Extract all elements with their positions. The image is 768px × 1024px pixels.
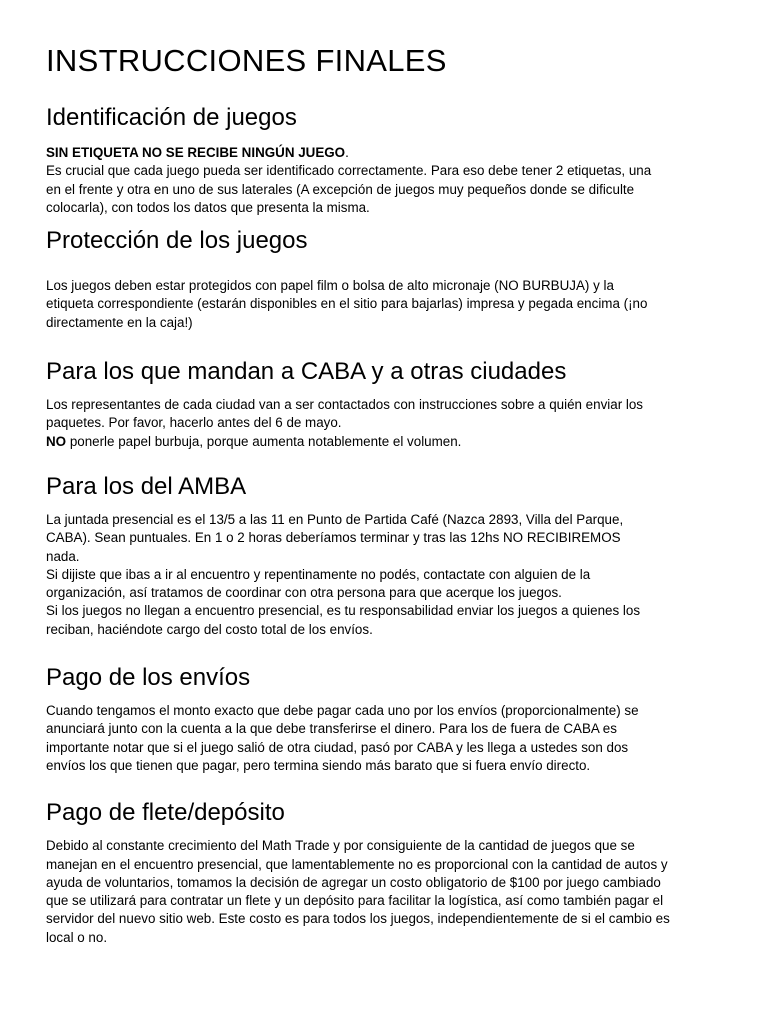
- paragraph-proteccion: [46, 277, 728, 332]
- text-line: en el frente y otra en uno de sus laterales (A excepción de juegos muy pequeños donde se dificulte: [46, 181, 635, 197]
- section-heading-flete: Pago de flete/depósito: [46, 799, 285, 827]
- text-line: directamente en la caja!): [46, 314, 193, 330]
- paragraph-amba: [46, 511, 728, 639]
- text-line: reciban, haciéndote cargo del costo total de los envíos.: [46, 621, 373, 637]
- text-line: organización, así tratamos de coordinar con otra persona para que acerque los juegos.: [46, 585, 562, 601]
- text-line: [46, 144, 728, 162]
- section-heading-caba: Para los que mandan a CABA y a otras ciudades: [46, 358, 567, 386]
- text-line: manejan en el encuentro presencial, que lamentablemente no es proporcional con la cantidad de autos y: [46, 856, 668, 872]
- text-line: Los juegos deben estar protegidos con papel film o bolsa de alto micronaje (NO BURBUJA) y la: [46, 278, 614, 294]
- section-identificacion: [46, 102, 728, 217]
- text-line: Cuando tengamos el monto exacto que debe pagar cada uno por los envíos (proporcionalmente) se: [46, 703, 639, 719]
- text-line: Debido al constante crecimiento del Math Trade y por consiguiente de la cantidad de juegos que se: [46, 838, 635, 854]
- text-line: etiqueta correspondiente (estarán disponibles en el sitio para bajarlas) impresa y pegada encima (¡no: [46, 296, 648, 312]
- text-line: Los representantes de cada ciudad van a ser contactados con instrucciones sobre a quién enviar los: [46, 397, 643, 413]
- text-line: colocarla), con todos los datos que presenta la misma.: [46, 199, 370, 215]
- bold-warning: SIN ETIQUETA NO SE RECIBE NINGÚN JUEGO: [46, 145, 346, 160]
- text-line: Es crucial que cada juego pueda ser identificado correctamente. Para eso debe tener 2 etiquetas, una: [46, 163, 652, 179]
- text-line: importante notar que si el juego salió de otra ciudad, pasó por CABA y les llega a ustedes son dos: [46, 739, 629, 755]
- text-fragment: .: [345, 145, 349, 160]
- paragraph-envios: [46, 702, 728, 775]
- text-line: paquetes. Por favor, hacerlo antes del 6 de mayo.: [46, 415, 342, 431]
- section-flete: [46, 797, 728, 947]
- text-line: La juntada presencial es el 13/5 a las 11 en Punto de Partida Café (Nazca 2893, Villa del Parque,: [46, 511, 624, 527]
- paragraph-identificacion: [46, 144, 728, 217]
- section-heading-envios: Pago de los envíos: [46, 664, 251, 692]
- text-line: servidor del nuevo sitio web. Este costo es para todos los juegos, independientemente de si el cambio es: [46, 911, 670, 927]
- text-line: Si dijiste que ibas a ir al encuentro y repentinamente no podés, contactate con alguien de la: [46, 566, 591, 582]
- section-heading-amba: Para los del AMBA: [46, 472, 247, 500]
- section-caba: [46, 356, 728, 451]
- section-amba: [46, 471, 728, 639]
- text-line: ayuda de voluntarios, tomamos la decisión de agregar un costo obligatorio de $100 por juego cambiado: [46, 874, 661, 890]
- text-line: nada.: [46, 548, 80, 564]
- text-line: [46, 433, 728, 451]
- section-heading-identificacion: Identificación de juegos: [46, 104, 297, 131]
- text-line: Si los juegos no llegan a encuentro presencial, es tu responsabilidad enviar los juegos a quienes los: [46, 603, 641, 619]
- bold-no: NO: [46, 433, 67, 449]
- text-line: anunciará junto con la cuenta a la que debe transferirse el dinero. Para los de fuera de CABA es: [46, 721, 617, 737]
- section-proteccion: [46, 225, 728, 332]
- text-line: local o no.: [46, 929, 108, 945]
- text-line: que se utilizará para contratar un flete y un depósito para facilitar la logística, así como también pagar el: [46, 893, 664, 909]
- text-line: CABA). Sean puntuales. En 1 o 2 horas deberíamos terminar y tras las 12hs NO RECIBIREMOS: [46, 530, 621, 546]
- text-fragment: ponerle papel burbuja, porque aumenta notablemente el volumen.: [66, 433, 462, 449]
- document-title: INSTRUCCIONES FINALES: [46, 43, 447, 78]
- section-envios: [46, 662, 728, 775]
- paragraph-flete: [46, 837, 728, 947]
- paragraph-caba: [46, 396, 728, 451]
- text-line: envíos los que tienen que pagar, pero termina siendo más barato que si fuera envío directo.: [46, 757, 591, 773]
- section-heading-proteccion: Protección de los juegos: [46, 227, 308, 255]
